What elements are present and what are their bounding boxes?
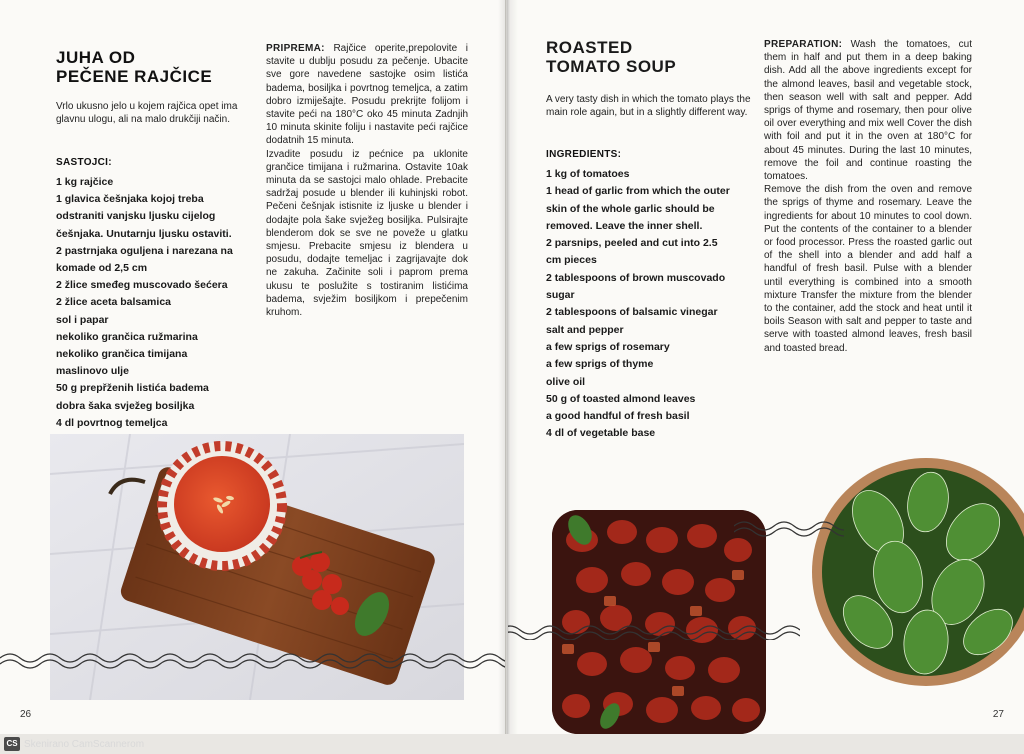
list-item: 1 glavica češnjaka kojoj treba	[56, 193, 204, 206]
decorative-wave	[0, 646, 506, 670]
list-item: maslinovo ulje	[56, 365, 129, 378]
list-item: 2 tablespoons of balsamic vinegar	[546, 306, 718, 319]
preparation-heading-english: PREPARATION:	[764, 39, 843, 50]
basil-bowl-photo	[808, 452, 1024, 692]
watermark-text: Skenirano CamScannerom	[24, 739, 145, 750]
list-item: olive oil	[546, 375, 586, 388]
recipe-title-croatian: JUHA OD PEČENE RAJČICE	[56, 48, 213, 86]
list-item: sugar	[546, 289, 575, 302]
list-item: 4 dl of vegetable base	[546, 427, 656, 440]
list-item: skin of the whole garlic should be	[546, 202, 715, 215]
scanner-watermark	[0, 734, 1024, 754]
list-item: a good handful of fresh basil	[546, 410, 690, 423]
list-item: 50 g prepřženih listića badema	[56, 382, 209, 395]
list-item: 2 žlice aceta balsamica	[56, 296, 171, 309]
list-item: 4 dl povrtnog temeljca	[56, 416, 168, 429]
book-gutter	[498, 0, 518, 734]
decorative-wave	[734, 518, 844, 538]
ingredients-heading-croatian: SASTOJCI:	[56, 157, 112, 168]
ingredients-list-croatian	[56, 174, 252, 432]
list-item: 2 žlice smeđeg muscovado šećera	[56, 279, 228, 292]
right-page	[508, 0, 1024, 734]
list-item: salt and pepper	[546, 323, 624, 336]
list-item: komade od 2,5 cm	[56, 262, 148, 275]
preparation-text-english	[764, 38, 972, 355]
preparation-text-croatian	[266, 42, 468, 319]
left-page	[0, 0, 506, 734]
ingredients-heading-english: INGREDIENTS:	[546, 149, 622, 160]
list-item: 2 tablespoons of brown muscovado	[546, 271, 726, 284]
list-item: removed. Leave the inner shell.	[546, 219, 703, 232]
recipe-intro-english: A very tasty dish in which the tomato plays the main role again, but in a slightly different way.	[546, 94, 751, 118]
page-number-right: 27	[992, 709, 1004, 720]
list-item: 2 pastrnjaka oguljena i narezana na	[56, 244, 233, 257]
camscanner-logo-icon: CS	[4, 737, 20, 751]
decorative-wave	[508, 620, 800, 640]
list-item: a few sprigs of rosemary	[546, 340, 670, 353]
preparation-body-croatian: Rajčice operite,prepolovite i stavite u dublju posudu za pečenje. Ubacite sve gore navedene sastojke osim listića badema, bosiljka i povrtnog temeljca, a zatim dobro izmiješajte. Posudu prekrijte folijom i stavite peći na 180°C oko 45 minuta Zadnjih 10 minuta skinite foliju i nastavite peći rajčice dodatnih 15 minuta. Izvadite posudu iz pećnice pa uklonite grančice timijana i ružmarina. Ostavite 10ak minuta da se sastojci malo ohlade. Prebacite sadržaj posude u blender ili kuhinjski robot. Pečeni češnjak istisnite iz ljuske u blender i dodajte pola šake svježeg bosiljka. Pulsirajte blenderom dok se sve ne poveže u glatku smjesu. Prebacite smjesu iz blendera u posudu, dodajte temeljac i zagrijavajte dok ne zakuha. Začinite soli i paprom prema ukusu te poslužite s tostiranim listićima badema, svježim bosiljkom i prepečenim kruhom.	[266, 43, 468, 319]
preparation-body-english: Wash the tomatoes, cut them in half and put them in a deep baking dish. Add all the above ingredients except for the almond leaves, basil and vegetable stock, then season well with salt and pepper. Add sprigs of thyme and rosemary, then pour olive oil over everything and mix well Cover the dish with foil and put it in the oven at 180°C for about 45 minutes. During the last 10 minutes, remove the foil and continue roasting the tomatoes. Remove the dish from the oven and remove the sprigs of thyme and rosemary. Leave the ingredients for about 10 minutes to cool down. Put the contents of the container to a blender or food processor. Press the roasted garlic out of the shell into a blender and add half a handful of fresh basil. Pulse with a blender until everything is combined into a smooth mixture Transfer the mixture from the blender to the container, add the stock and heat until it boils Season with salt and pepper to taste and serve with toasted almond leaves, fresh basil and toasted bread.	[764, 39, 972, 354]
list-item: 1 kg of tomatoes	[546, 168, 630, 180]
page-number-left: 26	[20, 709, 32, 720]
list-item: češnjaka. Unutarnju ljusku ostaviti.	[56, 227, 232, 240]
list-item: nekoliko grančica ružmarina	[56, 330, 198, 343]
list-item: 2 parsnips, peeled and cut into 2.5	[546, 237, 718, 250]
list-item: 1 kg rajčice	[56, 176, 114, 188]
recipe-title-english: ROASTED TOMATO SOUP	[546, 38, 677, 76]
list-item: cm pieces	[546, 254, 597, 267]
list-item: odstraniti vanjsku ljusku cijelog	[56, 210, 216, 223]
ingredients-list-english	[546, 166, 758, 443]
preparation-heading-croatian: PRIPREMA:	[266, 43, 325, 54]
list-item: dobra šaka svježeg bosiljka	[56, 399, 195, 412]
list-item: a few sprigs of thyme	[546, 358, 654, 371]
recipe-intro-croatian: Vrlo ukusno jelo u kojem rajčica opet ima glavnu ulogu, ali na malo drukčiji način.	[56, 101, 238, 125]
list-item: 50 g of toasted almond leaves	[546, 392, 696, 405]
list-item: 1 head of garlic from which the outer	[546, 185, 730, 198]
list-item: sol i papar	[56, 313, 109, 326]
list-item: nekoliko grančica timijana	[56, 348, 188, 361]
